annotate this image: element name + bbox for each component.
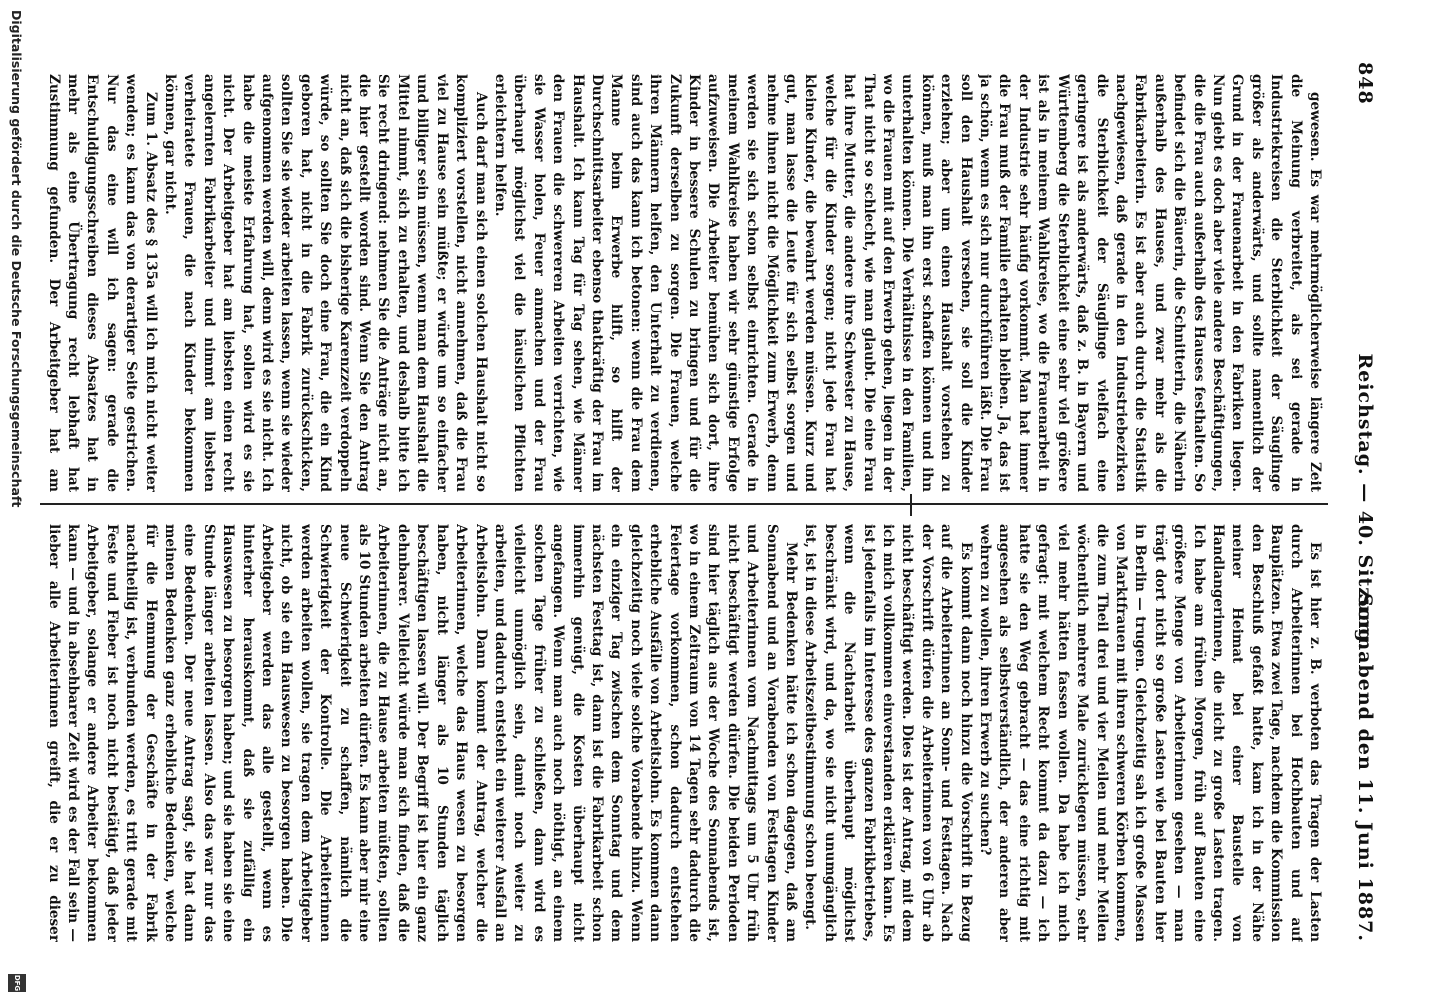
page-header xyxy=(1346,62,1376,942)
text-column-left xyxy=(42,74,1324,492)
text-column-right xyxy=(42,524,1324,942)
page-number: 848 xyxy=(1354,62,1376,105)
running-head: Reichstag. — 40. Sitzung. xyxy=(1354,353,1376,651)
column-divider xyxy=(40,503,1328,505)
paragraph: Mehr Bedenken hätte ich schon dagegen, daß am Sonnabend und an Vorabenden von Festtagen Kinder und Arbeiterinnen vom Nachmittags um 5 Uhr früh nicht beschäftigt werden dürfen. Die beiden Perioden sind hier täglich aus der Woche des Sonnabends ist, wo in einem Zeitraum von 14 Tagen sehr dadurch die Feiertage vorkommen, schon dadurch entstehen erhebliche Ausfälle von Arbeitslohn. Es kommen dann gleichzeitig noch viele solche Vorabende hinzu. Wenn ein einziger Tag zwischen dem Sonntag und dem nächsten Festtag ist, dann ist die Fabrikarbeit schon immerhin genügt, die Kosten überhaupt nicht angefangen. Wenn man auch noch nöthigt, an einem solchen Tage früher zu schließen, dann wird es vielleicht unmöglich sein, damit noch weiter zu arbeiten, und dadurch entsteht ein weiterer Ausfall an Arbeitslohn. Dann kommt der Antrag, welcher die Arbeiterinnen, welche das Haus wesen zu besorgen haben, nicht länger als 10 Stunden täglich beschäftigen lassen will. Der Begriff ist hier ein ganz dehnbarer. Vielleicht würde man sich finden, daß die Arbeiterinnen, die zu Hause arbeiten müßten, sollten als 10 Stunden arbeiten dürfen. Es kann aber mir eine neue Schwierigkeit zu schaffen, nämlich die Schwierigkeit der Kontrolle. Die Arbeiterinnen werden arbeiten wollen, sie tragen dem Arbeitgeber nicht, ob sie ein Hauswesen zu besorgen haben. Die Arbeitgeber werden das alle gestellt, wenn es hinterher herauskommt, daß sie zufällig ein Hauswesen zu besorgen haben; und sie haben sie eine Stunde länger arbeiten lassen. Also das war nur das eine Bedenken. Der neue Antrag sagt, sie hat dann meinen Bedenken ganz erhebliche Bedenken, welche für die Hemmung der Geschäfte in der Fabrik nachtheilig ist, verbunden werden, es tritt gerade mit Feste und Fieber ist noch nicht bestätigt, daß jeder Arbeitgeber, solange er andere Arbeiter bekommen kann — und in absehbarer Zeit wird es der Fall sein — lieber alle Arbeiterinnen greift, die er zu dieser xyxy=(45,524,800,942)
paragraph: Es ist hier z. B. verboten das Tragen der Lasten durch Arbeiterinnen bei Hochbauten und auf Bauplätzen. Etwa zwei Tage, nachdem die Kommission den Beschluß gefaßt hatte, kam ich in der Nähe meiner Heimat bei einer Baustelle von Handlangerinnen, die nicht zu große Lasten tragen. Ich habe am frühen Morgen, früh auf Bauten eine größere Menge von Arbeiterinnen gesehen — man trägt dort nicht so große Lasten wie bei Bauten hier in Berlin — trugen. Gleichzeitig sah ich große Massen von Marktfrauen mit ihren schweren Körben kommen, die zum Theil drei und vier Meilen und mehr Meilen wöchentlich mehrere Male zurücklegen müssen, sehr viel mehr hätten fassen wollen. Da habe ich mich gefragt: mit welchem Recht kommt da dazu — ich hatte sie den Weg gebracht — das eine richtig mit angesehen als selbstverständlich, der anderen aber wehren zu wollen, ihren Erwerb zu suchen? xyxy=(977,524,1323,942)
paragraph: Auch darf man sich einen solchen Haushalt nicht so kompliziert vorstellen, nicht annehmen, daß die Frau viel zu Hause sein müßte; er würde um so einfacher und billiger sein müssen, wenn man dem Haushalt die Mittel nimmt, sich zu erhalten, und deshalb bitte ich Sie recht dringend: nehmen Sie die Anträge nicht an, die hier gestellt worden sind. Wenn Sie den Antrag nicht an, daß sich die bisherige Karenzzeit verdoppeln würde, so sollten Sie doch eine Frau, die ein Kind geboren hat, nicht in die Fabrik zurückschicken, sollten Sie sie wieder arbeiten lassen, wenn sie wieder aufgenommen werden will, denn wird es sie nicht. Ich habe die meiste Erfahrung hat, sollen wird es sie nicht. Der Arbeitgeber hat am liebsten einen recht angelernten Fabrikarbeiter und nimmt am liebsten verheiratete Frauen, die nach Kinder bekommen können, gar nicht. xyxy=(162,74,489,492)
divider-mark xyxy=(910,494,912,516)
paragraph: Zum 1. Absatz des § 135a will ich mich nicht weiter wenden; es kann das von derartiger Seite gestrichen. Nur das eine will ich sagen: gerade die Entschuldigungsschreiben dieses Absatzes hat in mehr als eine Übertragung recht lebhaft hat Zustimmung gefunden. Der Arbeitgeber hat am xyxy=(45,74,159,492)
dfg-logo: DFG xyxy=(8,974,26,992)
digitization-footer xyxy=(0,0,30,1000)
paragraph: gewesen. Es war mehrmöglicherweise längere Zeit die Meinung verbreitet, als sei gerade in Industriekreisen die Sterblichkeit der Säuglinge größer als anderwärts, und sollte namentlich der Grund in der Frauenarbeit in den Fabriken liegen. Nun giebt es doch aber viele andere Beschäftigungen, die die Frau auch außerhalb des Hauses festhalten. So befindet sich die Bäuerin, die Schnitterin, die Näherin außerhalb des Hauses, und zwar mehr als die Fabrikarbeiterin. Es ist aber auch durch die Statistik nachgewiesen, daß gerade in den Industriebezirken die Sterblichkeit der Säuglinge vielfach eine geringere ist als anderwärts, daß z. B. in Bayern und Württemberg die Sterblichkeit eine sehr viel größere ist als in meinem Wahlkreise, wo die Frauenarbeit in der Industrie sehr häufig vorkommt. Man hat immer die Frau muß der Familie erhalten bleiben. Ja, das ist ja schön, wenn es sich nur durchführen läßt. Die Frau soll den Haushalt versehen, sie soll die Kinder erziehen; aber um einen Haushalt vorstehen zu können, muß man ihn erst schaffen können und ihn unterhalten können. Die Verhältnisse in den Familien, wo die Frauen mit auf den Erwerb gehen, liegen in der That nicht so schlecht, wie man glaubt. Die eine Frau hat ihre Mutter, die andere ihre Schwester zu Hause, welche für die Kinder sorgen; nicht jede Frau hat kleine Kinder, die bewahrt werden müssen. Kurz und gut, man lasse die Leute für sich selbst sorgen und nehme ihnen nicht die Möglichkeit zum Erwerb, denn werden sie sich schon selbst einrichten. Gerade in meinem Wahlkreise haben wir sehr günstige Erfolge aufzuweisen. Die Arbeiter bemühen sich dort, ihre Kinder in bessere Schulen zu bringen und für die Zukunft derselben zu sorgen. Die Frauen, welche ihren Männern helfen, den Unterhalt zu verdienen, sind auch das kann ich betonen: wenn die Frau dem Manne beim Erwerbe hilft, so hilft der Durchschnittsarbeiter ebenso thatkräftig der Frau im Haushalt. Ich kann Tag für Tag sehen, wie Männer den Frauen die schwereren Arbeiten verrichten, wie sie Wasser holen, Feuer anmachen und der Frau überhaupt möglichst viel die häuslichen Pflichten erleichtern helfen. xyxy=(491,74,1323,492)
session-date: Sonnabend den 11. Juni 1887. xyxy=(1354,593,1376,942)
digitization-note: Digitalisierung gefördert durch die Deutsche Forschungsgemeinschaft xyxy=(9,10,24,508)
paragraph: Es kommt dann noch hinzu die Vorschrift in Bezug auf die Arbeiterinnen an Sonn- und Festtagen. Nach der Vorschrift dürfen die Arbeiterinnen von 6 Uhr ab nicht beschäftigt werden. Dies ist der Antrag, mit dem ich mich vollkommen einverstanden erklären kann. Es ist jedenfalls im Interesse des ganzen Fabrikbetriebes, wenn die Nachtarbeit überhaupt möglichst beschränkt wird, und da, wo sie nicht unumgänglich ist, ist in diese Arbeitszeitbestimmung schon beengt. xyxy=(802,524,974,942)
